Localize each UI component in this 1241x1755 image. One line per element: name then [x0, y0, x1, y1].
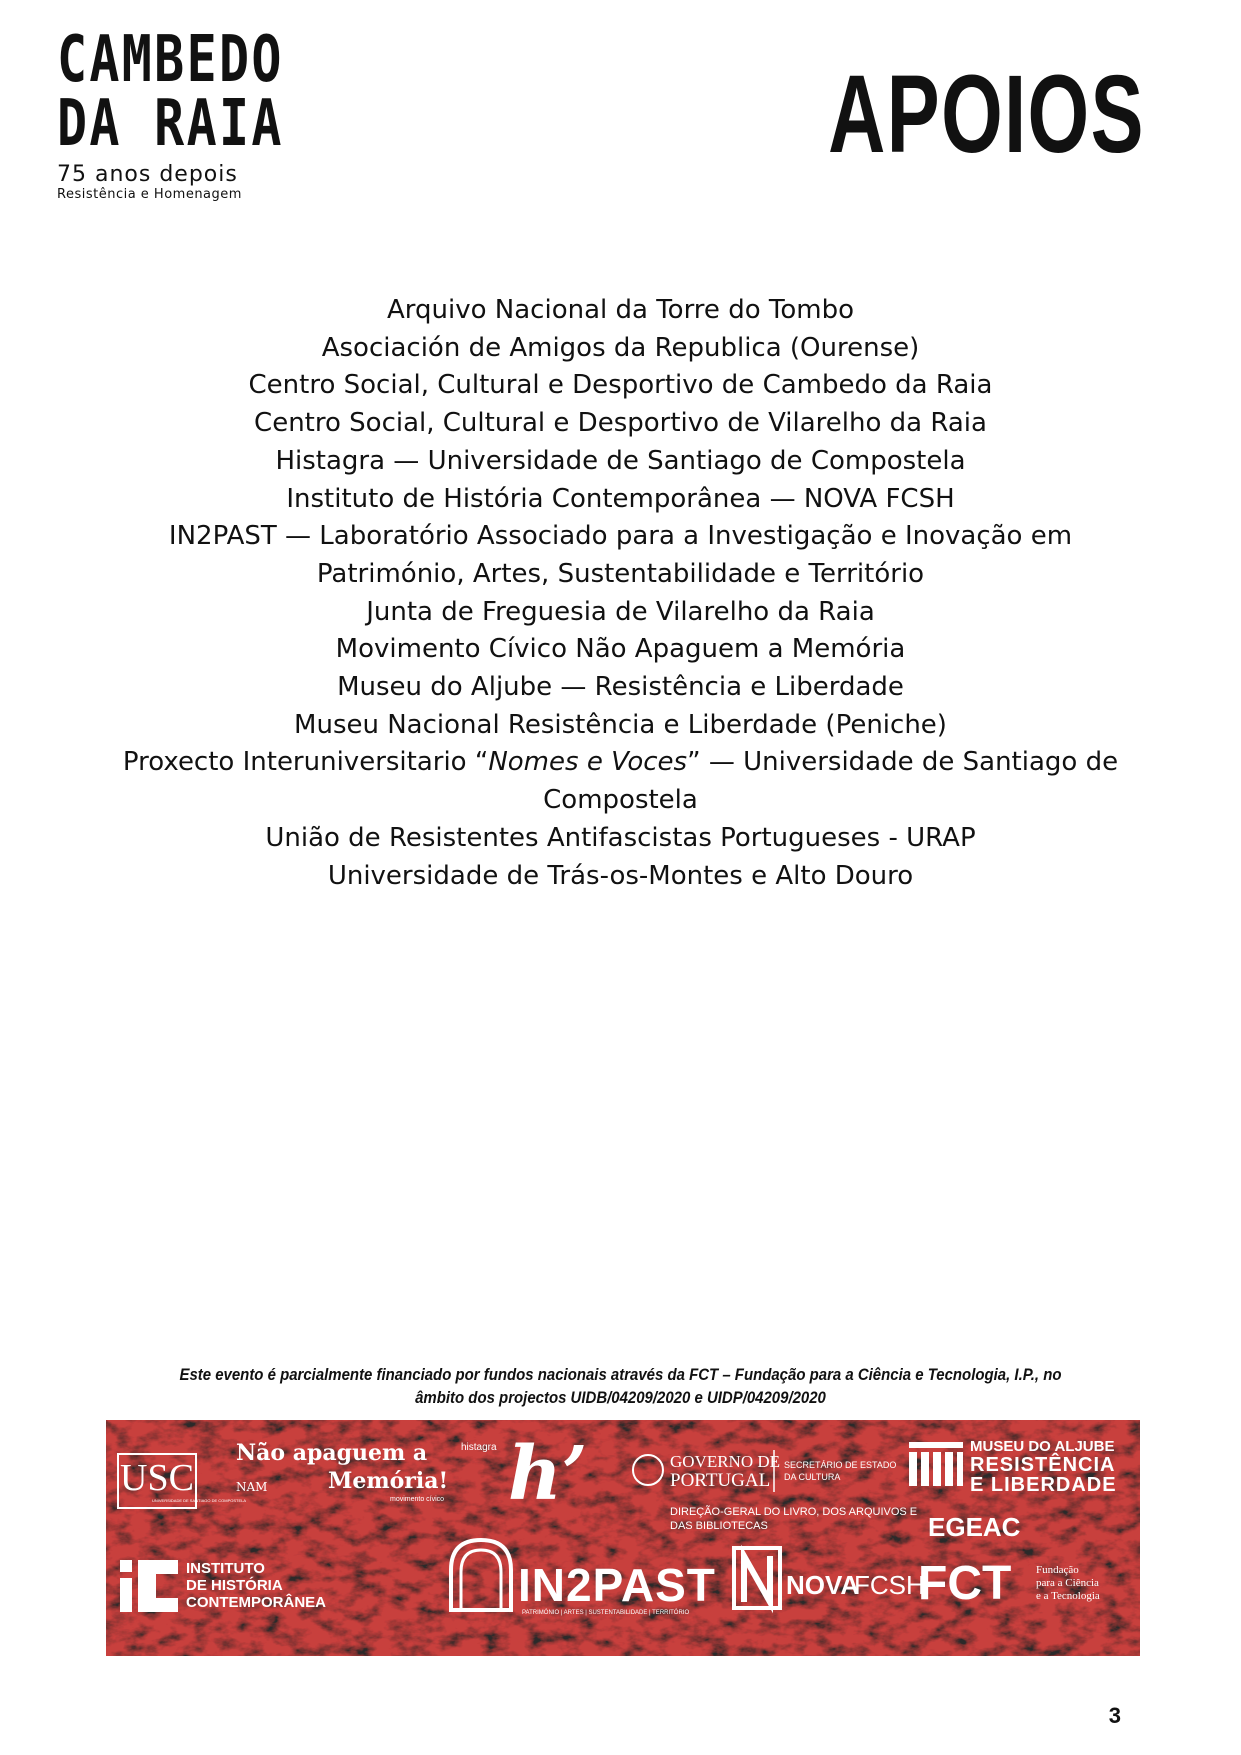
list-item: Centro Social, Cultural e Desportivo de Vilarelho da Raia [254, 408, 987, 439]
list-item: Instituto de História Contemporânea — NOVA FCSH [286, 483, 955, 514]
gov-line2: PORTUGAL [670, 1470, 771, 1491]
aljube-line3: E LIBERDADE [970, 1474, 1117, 1496]
nova-label: NOVA [786, 1570, 860, 1600]
ihc-line1: INSTITUTO [186, 1560, 265, 1577]
in2past-sub: PATRIMÓNIO | ARTES | SUSTENTABILIDADE | TERRITÓRIO [522, 1610, 690, 1616]
list-item-proxecto [60, 744, 1181, 819]
fct-line1: Fundação [1036, 1564, 1079, 1576]
list-item: Arquivo Nacional da Torre do Tombo [387, 295, 854, 325]
sec-line1: SECRETÁRIO DE ESTADO [784, 1460, 897, 1470]
logo-line-1: CAMBEDO [57, 23, 284, 97]
page-title: APOIOS [828, 53, 1145, 176]
list-item: Junta de Freguesia de Vilarelho da Raia [366, 596, 875, 627]
list-item: Museu Nacional Resistência e Liberdade (Peniche) [294, 709, 947, 740]
proxecto-prefix: Proxecto Interuniversitario “ [122, 747, 489, 778]
proxecto-italic: Nomes e Voces [488, 747, 688, 778]
list-item: IN2PAST — Laboratório Associado para a Investigação e Inovação em Património, Artes, Sustentabilidade e Território [168, 521, 1073, 589]
fct-line3: e a Tecnologia [1036, 1590, 1100, 1602]
fct-logo: FCT [918, 1557, 1012, 1610]
partner-logos-banner [106, 1420, 1140, 1656]
fct-line2: para a Ciência [1036, 1577, 1099, 1589]
nam-abbr: NAM [236, 1480, 268, 1494]
histagra-logo: h’ [508, 1431, 588, 1517]
list-item: Universidade de Trás-os-Montes e Alto Douro [327, 860, 914, 891]
proxecto-suffix: ” — Universidade de Santiago de Compostela [543, 747, 1119, 816]
page-number: 3 [1108, 1703, 1121, 1728]
usc-sub: UNIVERSIDADE DE SANTIAGO DE COMPOSTELA [152, 1498, 247, 1503]
egeac-logo: EGEAC [928, 1512, 1021, 1542]
aljube-line2: RESISTÊNCIA [970, 1454, 1116, 1476]
list-item: Movimento Cívico Não Apaguem a Memória [335, 634, 906, 665]
fcsh-label: FCSH [854, 1570, 925, 1600]
nam-line1: Não apaguem a [236, 1440, 428, 1466]
event-logo [57, 23, 297, 202]
supporters-list [60, 292, 1181, 895]
list-item: Asociación de Amigos da Republica (Ourense) [321, 332, 920, 363]
logo-subtitle: 75 anos depois [57, 162, 238, 187]
list-item: Museu do Aljube — Resistência e Liberdade [337, 672, 904, 703]
list-item: União de Resistentes Antifascistas Portugueses - URAP [265, 822, 976, 853]
logo-line-2: DA RAIA [57, 87, 284, 161]
histagra-label: histagra [461, 1442, 497, 1453]
gov-line1: GOVERNO DE [670, 1452, 781, 1471]
sec-line2: DA CULTURA [784, 1472, 841, 1482]
usc-logo: USC [120, 1457, 194, 1499]
dglab-line2: DAS BIBLIOTECAS [670, 1520, 768, 1532]
funding-note: Este evento é parcialmente financiado por fundos nacionais através da FCT – Fundação para a Ciência e Tecnologia, I.P., no âmbito dos projectos UIDB/04209/2020 e UIDP/04209/2020 [179, 1365, 1062, 1407]
ihc-line3: CONTEMPORÂNEA [186, 1594, 327, 1611]
list-item: Centro Social, Cultural e Desportivo de Cambedo da Raia [248, 370, 993, 401]
ihc-line2: DE HISTÓRIA [186, 1577, 283, 1594]
logo-tagline: Resistência e Homenagem [57, 187, 242, 202]
list-item: Histagra — Universidade de Santiago de Compostela [275, 445, 966, 476]
aljube-line1: MUSEU DO ALJUBE [970, 1438, 1115, 1455]
in2past-logo: IN2PAST [518, 1559, 716, 1611]
dglab-line1: DIREÇÃO-GERAL DO LIVRO, DOS ARQUIVOS E [670, 1506, 918, 1518]
nam-sub: movimento cívico [390, 1496, 445, 1503]
nam-line2: Memória! [328, 1468, 449, 1494]
